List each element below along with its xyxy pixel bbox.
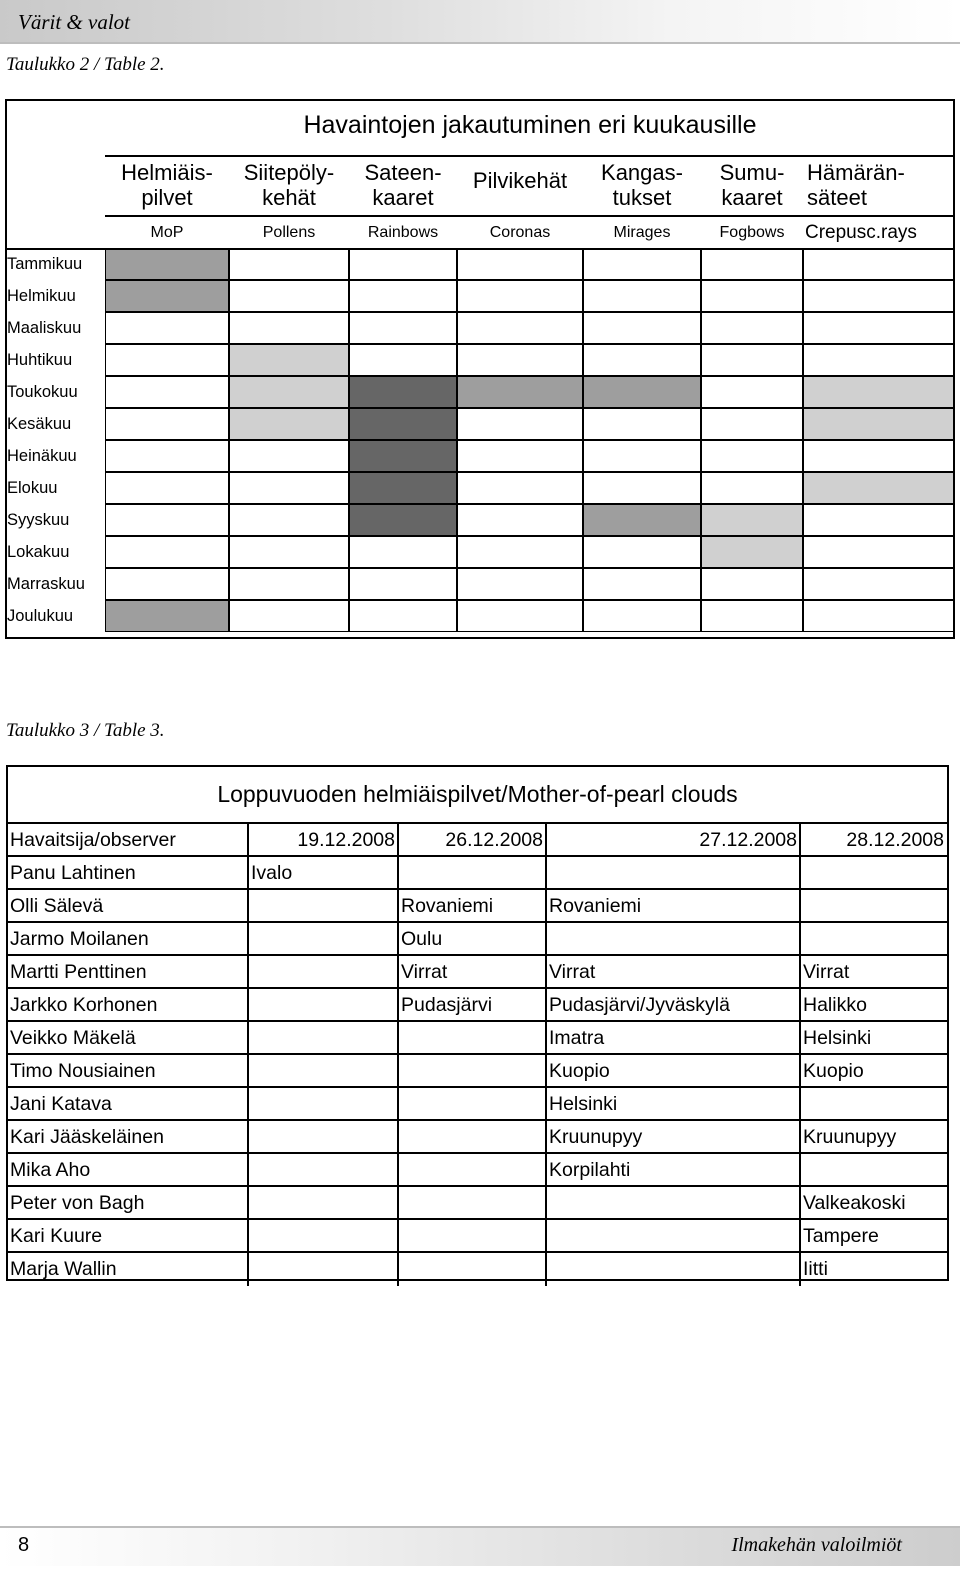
table2-cell-0-6 — [803, 248, 955, 280]
footer-rule — [0, 1526, 960, 1528]
table2-cell-10-0 — [105, 568, 229, 600]
table3-cell-2 — [401, 1220, 545, 1253]
table3-cell-3: Kuopio — [549, 1060, 610, 1082]
table3-divider — [247, 1154, 249, 1187]
table2-month-9: Lokakuu — [7, 543, 70, 561]
table3-cell-2 — [401, 1088, 545, 1121]
table2-rule-1 — [105, 215, 955, 217]
table3-divider — [397, 1220, 399, 1253]
table2-col-header-3: Pilvikehät — [472, 168, 568, 194]
table3-divider — [397, 1253, 399, 1286]
table3-divider — [799, 1154, 801, 1187]
table2-cell-1-0 — [105, 280, 229, 312]
table3-divider — [247, 890, 249, 923]
table3-cell-2 — [401, 857, 545, 890]
table3-divider — [799, 1055, 801, 1088]
table3-cell-4 — [803, 857, 946, 890]
table3-cell-0: Jani Katava — [10, 1093, 112, 1115]
table3-divider — [545, 824, 547, 857]
table2-cell-3-4 — [583, 344, 701, 376]
table2-col-header-6: Hämärän- säteet — [807, 159, 905, 210]
table2-cell-5-4 — [583, 408, 701, 440]
table3-header-cell-3: 27.12.2008 — [699, 829, 797, 851]
table2-cell-2-3 — [457, 312, 583, 344]
table2-cell-4-3 — [457, 376, 583, 408]
table2-cell-6-6 — [803, 440, 955, 472]
table2-month-6: Heinäkuu — [7, 447, 77, 465]
table2-cell-2-4 — [583, 312, 701, 344]
table2-cell-11-6 — [803, 600, 955, 632]
table3-cell-0: Jarmo Moilanen — [10, 928, 149, 950]
table2-cell-2-1 — [229, 312, 349, 344]
table3-divider — [545, 989, 547, 1022]
table3-divider — [545, 1154, 547, 1187]
table3-cell-3: Korpilahti — [549, 1159, 631, 1181]
table2-caption: Taulukko 2 / Table 2. — [6, 54, 165, 75]
table3-divider — [247, 1055, 249, 1088]
table2-col-english-3: Coronas — [489, 224, 551, 241]
table-row — [8, 1154, 947, 1187]
section-title: Värit & valot — [18, 10, 130, 34]
table2-col-header-2: Sateen- kaaret — [364, 159, 442, 210]
table2-cell-4-1 — [229, 376, 349, 408]
table3-divider — [545, 956, 547, 989]
table-row — [8, 857, 947, 890]
table2-month-10: Marraskuu — [7, 575, 85, 593]
table3-divider — [545, 890, 547, 923]
table2-cell-9-1 — [229, 536, 349, 568]
table3-cell-3 — [549, 1253, 799, 1286]
table3-divider — [247, 824, 249, 857]
table3-header-row — [8, 824, 947, 857]
table3-divider — [545, 1187, 547, 1220]
table3-divider — [247, 1121, 249, 1154]
table2-cell-4-4 — [583, 376, 701, 408]
table3-cell-1 — [251, 1121, 397, 1154]
table2-cell-8-3 — [457, 504, 583, 536]
table-row — [8, 1022, 947, 1055]
table3-cell-3 — [549, 923, 799, 956]
table2-col-english-0: MoP — [150, 224, 184, 241]
table2-col-header-0: Helmiäis- pilvet — [121, 159, 213, 210]
table2-cell-4-6 — [803, 376, 955, 408]
table-row — [8, 923, 947, 956]
table2-cell-8-1 — [229, 504, 349, 536]
table2-cell-10-4 — [583, 568, 701, 600]
table3-divider — [247, 956, 249, 989]
table2-month-8: Syyskuu — [7, 511, 70, 529]
table3-cell-2 — [401, 1154, 545, 1187]
table3-divider — [799, 1121, 801, 1154]
table-row — [8, 1088, 947, 1121]
table2-cell-0-0 — [105, 248, 229, 280]
table2-cell-7-3 — [457, 472, 583, 504]
table3 — [6, 765, 949, 1281]
table3-divider — [247, 1220, 249, 1253]
table3-divider — [247, 989, 249, 1022]
table3-cell-0: Kari Jääskeläinen — [10, 1126, 164, 1148]
table3-divider — [397, 1055, 399, 1088]
table2-cell-6-2 — [349, 440, 457, 472]
table3-divider — [397, 1154, 399, 1187]
table3-cell-3 — [549, 1220, 799, 1253]
table3-divider — [397, 890, 399, 923]
table2-cell-9-5 — [701, 536, 803, 568]
table2-cell-9-4 — [583, 536, 701, 568]
table2-cell-10-6 — [803, 568, 955, 600]
table3-cell-2: Virrat — [401, 961, 448, 983]
table3-cell-0: Mika Aho — [10, 1159, 91, 1181]
table3-cell-2 — [401, 1055, 545, 1088]
table2-title: Havaintojen jakautuminen eri kuukausille — [303, 111, 757, 139]
table3-cell-0: Kari Kuure — [10, 1225, 103, 1247]
table3-cell-2: Rovaniemi — [401, 895, 494, 917]
table2-cell-11-4 — [583, 600, 701, 632]
table3-cell-4: Kruunupyy — [803, 1126, 897, 1148]
table2-cell-7-6 — [803, 472, 955, 504]
table2-cell-0-2 — [349, 248, 457, 280]
table3-title: Loppuvuoden helmiäispilvet/Mother-of-pearl clouds — [217, 781, 738, 807]
table-row — [8, 1220, 947, 1253]
table2-cell-8-4 — [583, 504, 701, 536]
table2-cell-10-2 — [349, 568, 457, 600]
table2-cell-5-5 — [701, 408, 803, 440]
table3-cell-4 — [803, 890, 946, 923]
table3-divider — [799, 989, 801, 1022]
table3-divider — [799, 923, 801, 956]
table3-divider — [545, 1088, 547, 1121]
table2-month-4: Toukokuu — [7, 383, 78, 401]
table3-cell-1 — [251, 1253, 397, 1286]
table2-cell-8-6 — [803, 504, 955, 536]
table2-cell-1-1 — [229, 280, 349, 312]
table3-divider — [799, 1253, 801, 1286]
table3-divider — [247, 1187, 249, 1220]
table3-header-cell-4: 28.12.2008 — [846, 829, 944, 851]
table3-cell-4 — [803, 923, 946, 956]
table2-cell-2-6 — [803, 312, 955, 344]
table3-header-cell-1: 19.12.2008 — [297, 829, 395, 851]
header-band — [0, 0, 960, 44]
table3-divider — [397, 1187, 399, 1220]
table2-cell-7-2 — [349, 472, 457, 504]
table3-divider — [545, 1220, 547, 1253]
table3-divider — [545, 1022, 547, 1055]
table2-cell-2-2 — [349, 312, 457, 344]
table3-cell-1 — [251, 1055, 397, 1088]
table2-rule-0 — [105, 155, 955, 157]
table2-cell-6-1 — [229, 440, 349, 472]
table2-cell-3-0 — [105, 344, 229, 376]
table2-col-english-2: Rainbows — [367, 224, 439, 241]
table2-cell-5-3 — [457, 408, 583, 440]
table2-col-header-4: Kangas- tukset — [601, 159, 683, 210]
table2-col-header-1: Siitepöly- kehät — [243, 159, 335, 210]
table-row — [8, 1187, 947, 1220]
table3-cell-0: Marja Wallin — [10, 1258, 117, 1280]
table2-cell-1-2 — [349, 280, 457, 312]
table3-cell-1 — [251, 1220, 397, 1253]
table2-cell-1-3 — [457, 280, 583, 312]
table-row — [8, 890, 947, 923]
table2-cell-9-6 — [803, 536, 955, 568]
table3-cell-3: Pudasjärvi/Jyväskylä — [549, 994, 730, 1016]
table2-cell-10-3 — [457, 568, 583, 600]
table3-cell-4: Helsinki — [803, 1027, 872, 1049]
table2-cell-1-5 — [701, 280, 803, 312]
table3-cell-1 — [251, 1187, 397, 1220]
table2-grid — [105, 248, 955, 632]
table3-divider — [397, 824, 399, 857]
table3-cell-3: Virrat — [549, 961, 596, 983]
table2-cell-7-5 — [701, 472, 803, 504]
table3-divider — [799, 1220, 801, 1253]
table3-cell-4: Valkeakoski — [803, 1192, 906, 1214]
table3-header-cell-2: 26.12.2008 — [445, 829, 543, 851]
table2-cell-4-2 — [349, 376, 457, 408]
table2-cell-3-3 — [457, 344, 583, 376]
table2-col-english-1: Pollens — [262, 224, 316, 241]
book-title: Ilmakehän valoilmiöt — [731, 1534, 902, 1556]
table3-divider — [799, 824, 801, 857]
table2-month-0: Tammikuu — [7, 255, 83, 273]
table3-divider — [397, 1088, 399, 1121]
table2-cell-5-6 — [803, 408, 955, 440]
table3-divider — [397, 1121, 399, 1154]
table2-col-english-5: Fogbows — [719, 224, 785, 241]
table3-divider — [247, 1253, 249, 1286]
table2-cell-0-5 — [701, 248, 803, 280]
table2-cell-11-1 — [229, 600, 349, 632]
header-rule — [0, 42, 960, 44]
table3-cell-3: Imatra — [549, 1027, 605, 1049]
table3-divider — [545, 857, 547, 890]
table2-cell-1-4 — [583, 280, 701, 312]
table2-cell-1-6 — [803, 280, 955, 312]
table3-caption: Taulukko 3 / Table 3. — [6, 720, 165, 741]
table2-rule-2 — [5, 248, 955, 250]
table3-cell-0: Jarkko Korhonen — [10, 994, 158, 1016]
page-number: 8 — [18, 1534, 30, 1556]
table3-cell-3 — [549, 857, 799, 890]
table3-cell-1 — [251, 1088, 397, 1121]
table2-cell-5-1 — [229, 408, 349, 440]
table-row — [8, 1055, 947, 1088]
table-row — [8, 989, 947, 1022]
table2-cell-7-1 — [229, 472, 349, 504]
table3-cell-0: Timo Nousiainen — [10, 1060, 156, 1082]
table2-cell-11-0 — [105, 600, 229, 632]
table2-cell-11-5 — [701, 600, 803, 632]
table3-divider — [247, 1022, 249, 1055]
table3-cell-3 — [549, 1187, 799, 1220]
table3-header-cell-0: Havaitsija/observer — [10, 829, 176, 851]
table2-cell-8-2 — [349, 504, 457, 536]
table3-divider — [397, 956, 399, 989]
table2-month-3: Huhtikuu — [7, 351, 73, 369]
table3-divider — [545, 923, 547, 956]
table2-cell-11-3 — [457, 600, 583, 632]
table3-cell-2 — [401, 1022, 545, 1055]
table2-month-5: Kesäkuu — [7, 415, 72, 433]
table2-col-english-6: Crepusc.rays — [805, 222, 917, 243]
table3-divider — [247, 857, 249, 890]
table2-month-7: Elokuu — [7, 479, 58, 497]
table3-divider — [247, 923, 249, 956]
table2-cell-6-0 — [105, 440, 229, 472]
table2-cell-10-5 — [701, 568, 803, 600]
table2-cell-9-3 — [457, 536, 583, 568]
table3-cell-2: Pudasjärvi — [401, 994, 493, 1016]
table2-col-header-5: Sumu- kaaret — [719, 159, 785, 210]
table2-cell-0-3 — [457, 248, 583, 280]
table2-col-english-4: Mirages — [613, 224, 671, 241]
table3-cell-1 — [251, 956, 397, 989]
table3-divider — [397, 989, 399, 1022]
table3-divider — [545, 1055, 547, 1088]
table3-cell-2: Oulu — [401, 928, 443, 950]
table3-cell-1 — [251, 923, 397, 956]
table3-cell-1 — [251, 989, 397, 1022]
table2-cell-4-0 — [105, 376, 229, 408]
table2-cell-8-5 — [701, 504, 803, 536]
table3-cell-4: Iitti — [803, 1258, 828, 1280]
table3-cell-4 — [803, 1154, 946, 1187]
table-row — [8, 1253, 947, 1286]
table3-cell-2 — [401, 1121, 545, 1154]
table2-cell-5-0 — [105, 408, 229, 440]
table2-cell-0-1 — [229, 248, 349, 280]
table2-cell-5-2 — [349, 408, 457, 440]
table2-cell-3-1 — [229, 344, 349, 376]
table2-cell-10-1 — [229, 568, 349, 600]
table2-month-2: Maaliskuu — [7, 319, 82, 337]
table3-divider — [799, 1088, 801, 1121]
table2-cell-8-0 — [105, 504, 229, 536]
table2-cell-0-4 — [583, 248, 701, 280]
table3-cell-4 — [803, 1088, 946, 1121]
table3-divider — [545, 1253, 547, 1286]
table3-cell-0: Olli Sälevä — [10, 895, 104, 917]
table3-cell-3: Rovaniemi — [549, 895, 642, 917]
table2-cell-2-5 — [701, 312, 803, 344]
table3-divider — [799, 956, 801, 989]
table2-cell-6-5 — [701, 440, 803, 472]
table3-divider — [799, 857, 801, 890]
table3-cell-1 — [251, 890, 397, 923]
table2-cell-4-5 — [701, 376, 803, 408]
table3-divider — [397, 857, 399, 890]
table3-cell-4: Kuopio — [803, 1060, 864, 1082]
table3-cell-2 — [401, 1187, 545, 1220]
table3-cell-2 — [401, 1253, 545, 1286]
table2 — [5, 99, 955, 639]
table2-cell-11-2 — [349, 600, 457, 632]
table2-cell-7-0 — [105, 472, 229, 504]
table3-cell-0: Martti Penttinen — [10, 961, 147, 983]
table2-cell-3-2 — [349, 344, 457, 376]
table2-month-11: Joulukuu — [7, 607, 74, 625]
table3-cell-1: Ivalo — [251, 862, 293, 884]
table2-cell-3-6 — [803, 344, 955, 376]
table3-divider — [799, 1022, 801, 1055]
table3-cell-1 — [251, 1022, 397, 1055]
table3-divider — [397, 923, 399, 956]
table2-cell-2-0 — [105, 312, 229, 344]
table3-cell-4: Halikko — [803, 994, 867, 1016]
table-row — [8, 1121, 947, 1154]
table2-cell-9-2 — [349, 536, 457, 568]
table3-cell-0: Panu Lahtinen — [10, 862, 136, 884]
table3-divider — [545, 1121, 547, 1154]
table3-cell-4: Tampere — [803, 1225, 879, 1247]
table3-divider — [799, 890, 801, 923]
table3-cell-3: Helsinki — [549, 1093, 618, 1115]
table2-cell-6-3 — [457, 440, 583, 472]
table2-cell-9-0 — [105, 536, 229, 568]
table2-cell-7-4 — [583, 472, 701, 504]
table3-cell-0: Veikko Mäkelä — [10, 1027, 136, 1049]
table3-divider — [799, 1187, 801, 1220]
table-row — [8, 956, 947, 989]
table3-cell-3: Kruunupyy — [549, 1126, 643, 1148]
footer — [0, 1526, 960, 1566]
table3-cell-1 — [251, 1154, 397, 1187]
table2-cell-6-4 — [583, 440, 701, 472]
table3-divider — [247, 1088, 249, 1121]
table3-cell-4: Virrat — [803, 961, 850, 983]
table3-divider — [397, 1022, 399, 1055]
table2-month-1: Helmikuu — [7, 287, 76, 305]
table3-cell-0: Peter von Bagh — [10, 1192, 145, 1214]
table2-cell-3-5 — [701, 344, 803, 376]
